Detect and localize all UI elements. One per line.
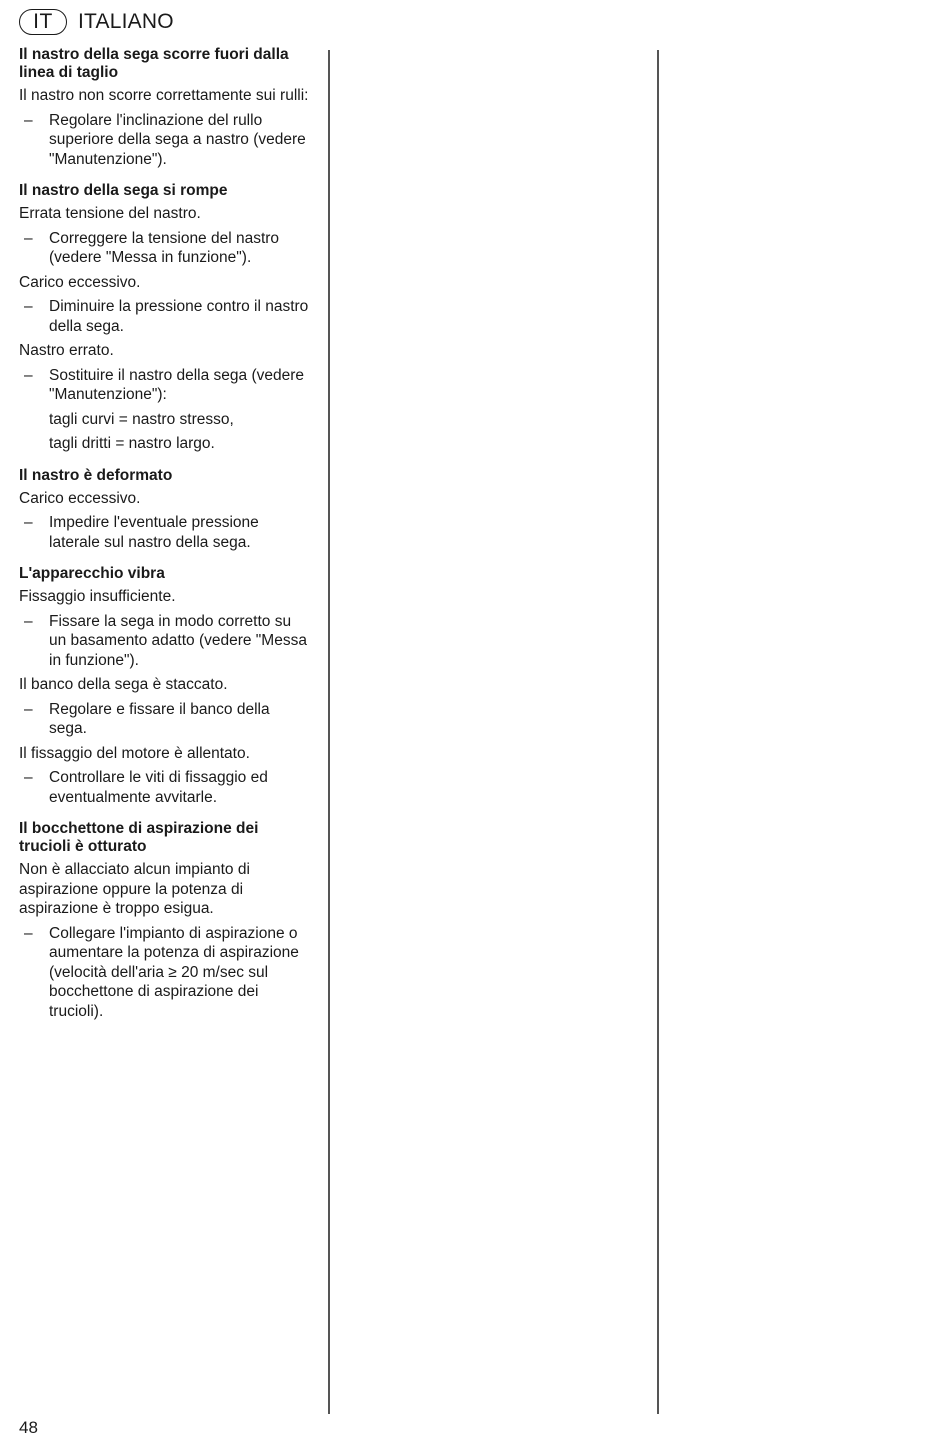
remedy-item: – Impedire l'eventuale pressione laterale sul nastro della sega. — [19, 513, 311, 552]
section-heading: Il nastro della sega scorre fuori dalla linea di taglio — [19, 46, 289, 81]
section-heading: Il bocchettone di aspirazione dei trucioli è otturato — [19, 820, 259, 855]
troubleshooting-section — [19, 820, 311, 1021]
remedy-item: – Collegare l'impianto di aspirazione o aumentare la potenza di aspirazione (velocità dell'aria ≥ 20 m/sec sul bocchettone di aspirazione dei trucioli). — [19, 924, 311, 1022]
cause-text: Il nastro non scorre correttamente sui rulli: — [19, 87, 309, 104]
remedy-item: – Regolare l'inclinazione del rullo superiore della sega a nastro (vedere "Manutenzione"). — [19, 111, 311, 170]
remedy-item: – Diminuire la pressione contro il nastro della sega. — [19, 297, 311, 336]
cause-text: Carico eccessivo. — [19, 273, 141, 291]
content-column-left — [19, 46, 311, 1034]
remedy-detail: tagli curvi = nastro stresso, — [49, 410, 234, 428]
cause-text: Il banco della sega è staccato. — [19, 676, 228, 693]
remedy-detail: tagli dritti = nastro largo. — [49, 435, 215, 452]
page-header — [19, 8, 174, 36]
cause-text: Carico eccessivo. — [19, 489, 141, 507]
remedy-item: – Controllare le viti di fissaggio ed eventualmente avvitarle. — [19, 768, 311, 807]
remedy-item: – Correggere la tensione del nastro (vedere "Messa in funzione"). — [19, 229, 311, 268]
column-divider — [657, 50, 659, 1414]
section-heading: Il nastro della sega si rompe — [19, 182, 228, 199]
section-heading: L'apparecchio vibra — [19, 565, 165, 582]
column-divider — [328, 50, 330, 1414]
troubleshooting-section — [19, 182, 311, 454]
cause-text: Nastro errato. — [19, 342, 114, 359]
section-heading: Il nastro è deformato — [19, 466, 173, 484]
remedy-item: – Regolare e fissare il banco della sega. — [19, 700, 311, 739]
troubleshooting-section — [19, 565, 311, 807]
remedy-item: – Sostituire il nastro della sega (vedere "Manutenzione"): — [19, 366, 311, 405]
remedy-item: – Fissare la sega in modo corretto su un basamento adatto (vedere "Messa in funzione"). — [19, 612, 311, 671]
language-name: ITALIANO — [78, 10, 174, 33]
cause-text: Non è allacciato alcun impianto di aspirazione oppure la potenza di aspirazione è troppo esigua. — [19, 861, 250, 917]
cause-text: Il fissaggio del motore è allentato. — [19, 744, 250, 762]
cause-text: Errata tensione del nastro. — [19, 205, 201, 222]
troubleshooting-section — [19, 467, 311, 553]
page-number: 48 — [19, 1418, 38, 1437]
troubleshooting-section — [19, 46, 311, 169]
language-code-badge: IT — [19, 9, 67, 35]
cause-text: Fissaggio insufficiente. — [19, 588, 176, 605]
